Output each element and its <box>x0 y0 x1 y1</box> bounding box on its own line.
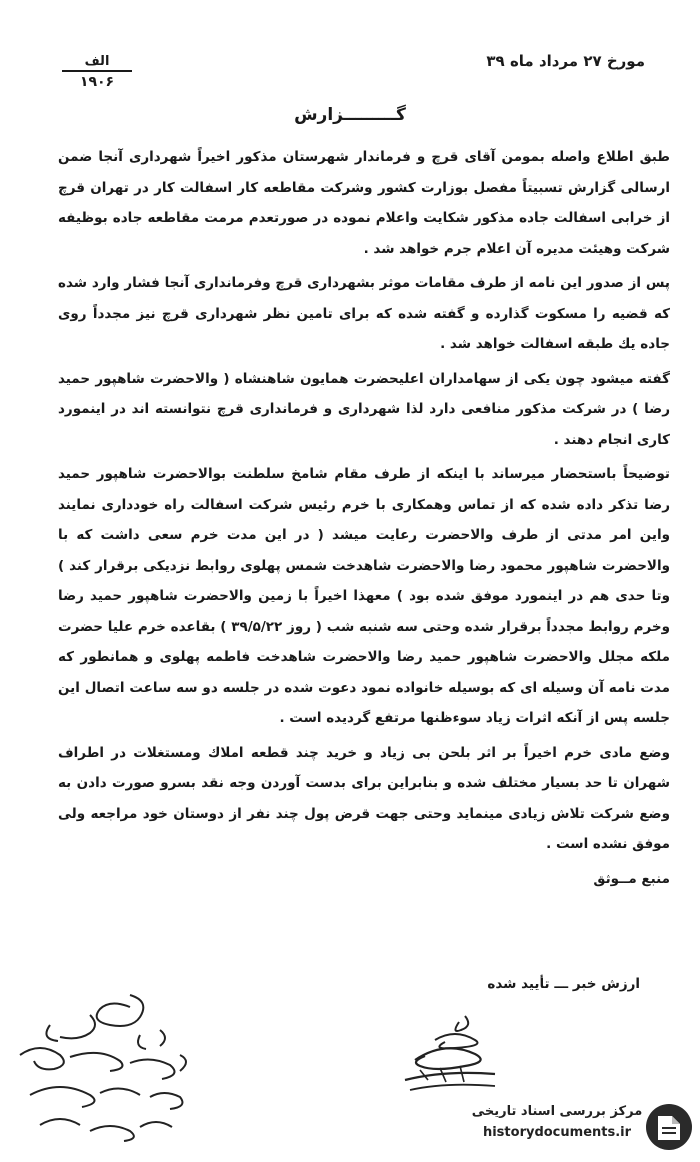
paragraph-1: طبق اطلاع واصله بمومن آقای قرچ و فرماندار شهرستان مذکور اخیراً شهرداری آنجا ضمن ارسالی گزارش تسبیتاً مفصل بوزارت کشور وشرکت مقاطعه کار اسفالت کار در تهران قرچ از خرابی اسفالت جاده مذکور شکایت واعلام نموده در صورتعدم مرمت مقاطعه جاده بوظیفه شرکت وهیئت مدیره آن اعلام جرم خواهد شد . <box>58 149 670 257</box>
watermark-url: historydocuments.ir <box>482 1125 632 1140</box>
reference-number: ۱۹۰۶ <box>79 74 115 90</box>
report-body <box>58 142 670 898</box>
document-date: مورخ ۲۷ مرداد ماه ۳۹ <box>486 52 645 70</box>
paragraph-2: پس از صدور این نامه از طرف مقامات موثر بشهرداری قرچ وفرمانداری آنجا فشار وارد شده که قضیه را مسکوت گذارده و گفته شده که برای تامین نظر شهرداری قرچ نیز مجدداً روی جاده یك طبقه اسفالت خواهد شد . <box>58 275 670 352</box>
paragraph-4: توضیحاً باستحضار میرساند با اینکه از طرف مقام شامخ سلطنت بوالاحضرت شاهپور حمید رضا تذکر داده شده که از تماس وهمکاری با خرم رئیس شرکت اسفالت راه خودداری نمایند واین امر مدتی از طرف والاحضرت رعایت میشد ( در این مدت خرم سعی داشت که با والاحضرت شاهپور محمود رضا والاحضرت شاهدخت شمس پهلوی روابط نزدیکی برقرار کند ) وتا حدی هم در اینمورد موفق شده بود ) معهذا اخیراً با زمین والاحضرت شاهپور حمید رضا وخرم روابط مجدداً برقرار شده وحتی سه شنبه شب ( روز ۳۹/۵/۲۲ ) بقاعده خرم علیا حضرت ملکه مجلل والاحضرت شاهپور حمید رضا والاحضرت شاهدخت فاطمه پهلوی و همانطور که مدت نامه آن وسیله ای که بوسیله خانواده نمود دعوت شده در جلسه دو سه ساعت اتصال این جلسه پس از آنکه اثرات زیاد سوءظنها مرتفع گردیده است . <box>58 466 671 726</box>
paragraph-5: وضع مادی خرم اخیراً بر اثر بلحن بی زیاد و خرید چند قطعه املاك ومستغلات در اطراف شهران تا حد بسیار مختلف شده و بنابراین برای بدست آوردن وجه نقد بسرو صورت دادن به وضع شرکت تلاش زیادی مینماید وحتی جهت قرض پول چند نفر از دوستان خود مراجعه ولی موفق نشده است . <box>58 744 670 852</box>
source-line: منبع مــوثق <box>593 870 670 887</box>
archive-watermark <box>468 1100 696 1160</box>
reference-label: الف <box>62 54 132 72</box>
paragraph-3: گفته میشود چون یکی از سهامداران اعلیحضرت همایون شاهنشاه ( والاحضرت شاهپور حمید رضا ) در شرکت مذکور منافعی دارد لذا شهرداری و فرمانداری قرچ نتوانسته اند در اینمورد کاری انجام دهند . <box>58 370 670 448</box>
news-value-line: ارزش خبر ـــ تأیید شده <box>487 976 640 992</box>
handwritten-note <box>10 985 220 1155</box>
watermark-text <box>468 1104 646 1140</box>
archive-logo-icon <box>644 1102 694 1152</box>
reference-block <box>62 54 132 90</box>
document-title: گـــــــــزارش <box>294 105 406 125</box>
watermark-title: مرکز بررسی اسناد تاریخی <box>471 1104 643 1119</box>
signature-scribble <box>395 1010 505 1105</box>
